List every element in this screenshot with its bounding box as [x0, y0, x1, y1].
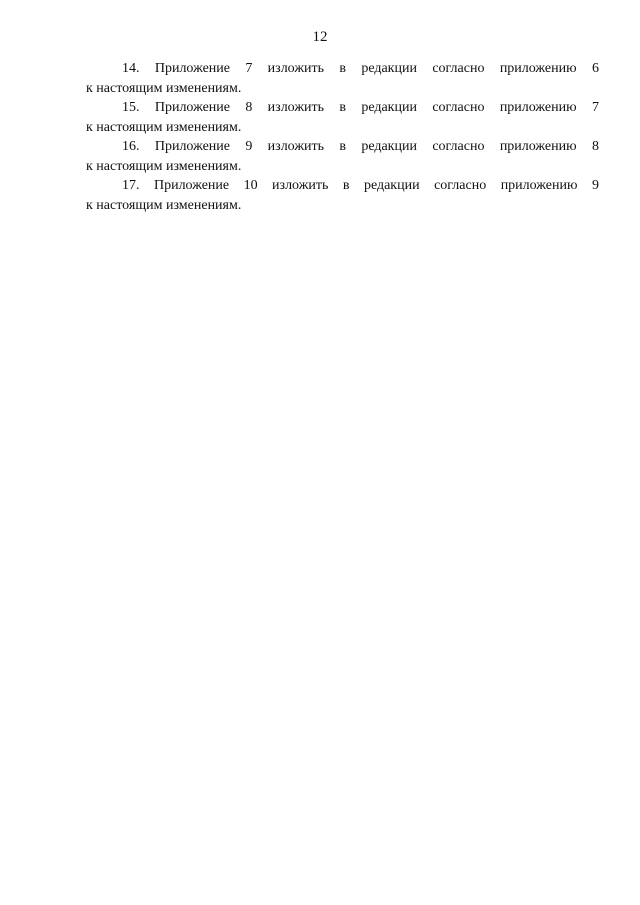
amendment-list [86, 59, 599, 215]
appendix-number: 9 [245, 139, 253, 154]
target-appendix-number: 9 [591, 178, 599, 193]
item-number: 16. [122, 139, 140, 154]
word: в [339, 61, 346, 76]
word: Приложение [154, 139, 230, 154]
item-number: 14. [122, 61, 140, 76]
amendment-item-continuation: к настоящим изменениям. [86, 80, 242, 96]
amendment-item-continuation: к настоящим изменениям. [86, 119, 242, 135]
amendment-item-15 [86, 98, 599, 137]
word: согласно [432, 61, 485, 76]
appendix-number: 7 [245, 61, 253, 76]
appendix-number: 10 [243, 178, 258, 193]
word: Приложение [154, 100, 230, 115]
word: приложению [499, 100, 577, 115]
page-number: 12 [312, 29, 328, 45]
appendix-number: 8 [245, 100, 253, 115]
word: согласно [434, 178, 487, 193]
amendment-item-16 [86, 137, 599, 176]
word: в [339, 139, 346, 154]
amendment-item-line [86, 137, 599, 157]
amendment-item-line [86, 59, 599, 79]
amendment-item-line [86, 176, 599, 196]
amendment-item-continuation: к настоящим изменениям. [86, 197, 242, 213]
word: изложить [267, 61, 324, 76]
word: приложению [499, 61, 577, 76]
word: в [342, 178, 350, 193]
word: редакции [363, 178, 420, 193]
item-number: 17. [122, 178, 140, 193]
word: приложению [500, 178, 578, 193]
word: в [339, 100, 346, 115]
amendment-item-17 [86, 176, 599, 215]
word: редакции [361, 139, 417, 154]
word: приложению [499, 139, 577, 154]
word: Приложение [154, 61, 230, 76]
word: редакции [361, 61, 417, 76]
target-appendix-number: 6 [591, 61, 599, 76]
word: редакции [361, 100, 417, 115]
amendment-item-continuation: к настоящим изменениям. [86, 158, 242, 174]
word: изложить [267, 100, 324, 115]
target-appendix-number: 8 [591, 139, 599, 154]
word: согласно [432, 139, 485, 154]
target-appendix-number: 7 [591, 100, 599, 115]
word: изложить [267, 139, 324, 154]
amendment-item-line [86, 98, 599, 118]
word: Приложение [153, 178, 230, 193]
word: согласно [432, 100, 485, 115]
item-number: 15. [122, 100, 140, 115]
word: изложить [272, 178, 329, 193]
amendment-item-14 [86, 59, 599, 98]
